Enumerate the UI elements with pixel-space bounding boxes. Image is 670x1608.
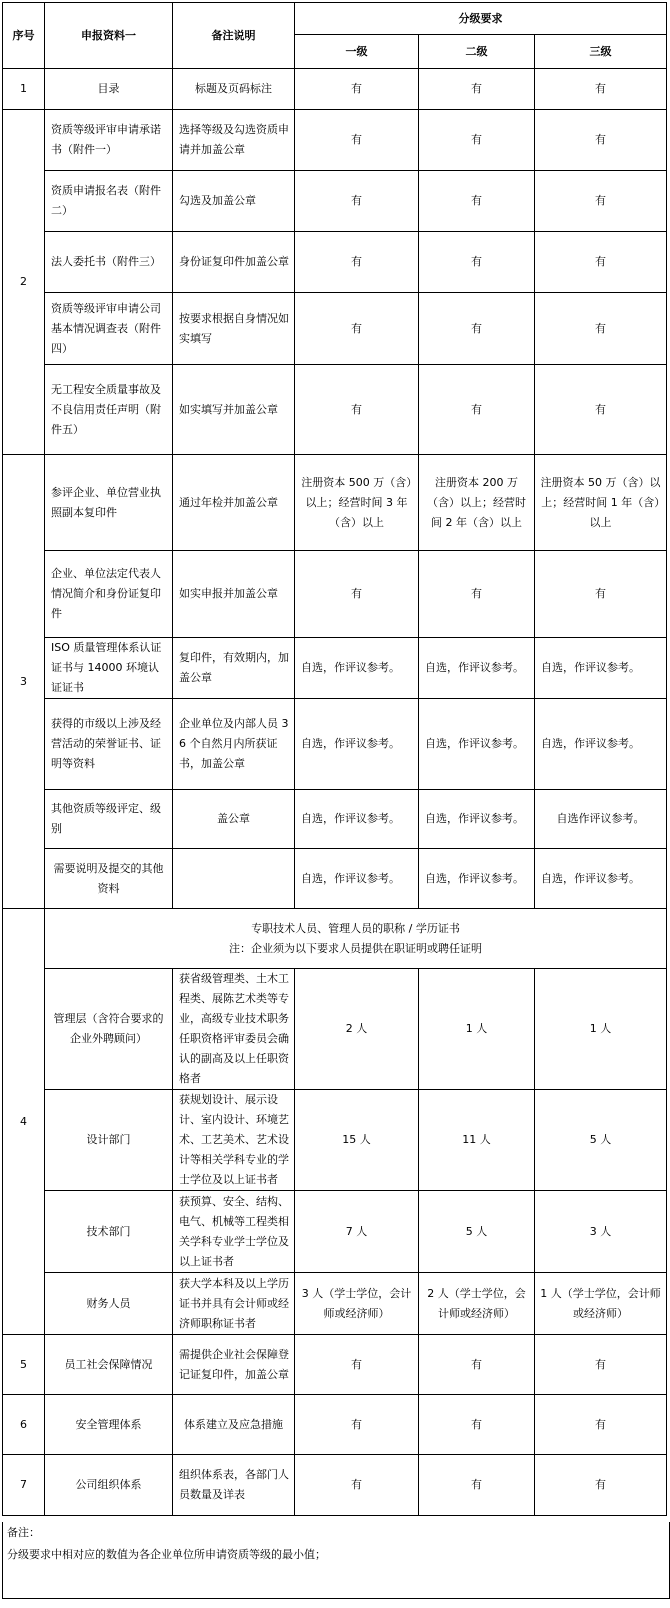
row-level2: 有 xyxy=(419,551,535,638)
row-level3: 有 xyxy=(535,293,667,365)
header-remark: 备注说明 xyxy=(173,3,295,69)
row-remark: 企业单位及内部人员 36 个自然月内所获证书，加盖公章 xyxy=(173,699,295,790)
row-material: 法人委托书（附件三） xyxy=(45,232,173,293)
row-level1: 有 xyxy=(295,110,419,171)
row-level2: 自选，作评议参考。 xyxy=(419,849,535,909)
row-level1: 自选，作评议参考。 xyxy=(295,699,419,790)
row-seq: 6 xyxy=(3,1395,45,1455)
table-row xyxy=(3,293,667,365)
row-remark: 选择等级及勾选资质申请并加盖公章 xyxy=(173,110,295,171)
row-material: 资质等级评审申请公司基本情况调查表（附件四） xyxy=(45,293,173,365)
row-material: 获得的市级以上涉及经营活动的荣誉证书、证明等资料 xyxy=(45,699,173,790)
row-material: 参评企业、单位营业执照副本复印件 xyxy=(45,455,173,551)
row-level3: 自选，作评议参考。 xyxy=(535,699,667,790)
row-level2: 有 xyxy=(419,69,535,110)
row-level3: 有 xyxy=(535,232,667,293)
header-seq: 序号 xyxy=(3,3,45,69)
row-level2: 有 xyxy=(419,1395,535,1455)
row-material: 财务人员 xyxy=(45,1273,173,1335)
row-level2: 2 人（学士学位，会计师或经济师） xyxy=(419,1273,535,1335)
row-level2: 5 人 xyxy=(419,1191,535,1273)
row-material: 技术部门 xyxy=(45,1191,173,1273)
row-material: 资质等级评审申请承诺书（附件一） xyxy=(45,110,173,171)
row-level1: 2 人 xyxy=(295,969,419,1090)
header-levels: 分级要求 xyxy=(295,3,667,35)
row-material: 员工社会保障情况 xyxy=(45,1335,173,1395)
table-row xyxy=(3,1335,667,1395)
row-material: 安全管理体系 xyxy=(45,1395,173,1455)
footnote xyxy=(2,1522,670,1599)
qualification-table xyxy=(2,2,667,1516)
row-level2: 1 人 xyxy=(419,969,535,1090)
row-remark xyxy=(173,849,295,909)
table-row xyxy=(3,69,667,110)
table-row xyxy=(3,1395,667,1455)
row-level3: 有 xyxy=(535,551,667,638)
row-level3: 有 xyxy=(535,110,667,171)
staff-requirement-title: 专职技术人员、管理人员的职称 / 学历证书 xyxy=(251,921,460,935)
table-row xyxy=(3,110,667,171)
row-level2: 11 人 xyxy=(419,1090,535,1191)
table-row xyxy=(3,455,667,551)
row-material: ISO 质量管理体系认证证书与 14000 环境认证证书 xyxy=(45,638,173,699)
table-row xyxy=(3,638,667,699)
row-level3: 3 人 xyxy=(535,1191,667,1273)
row-level1: 自选，作评议参考。 xyxy=(295,849,419,909)
row-level1: 15 人 xyxy=(295,1090,419,1191)
row-level3: 有 xyxy=(535,1395,667,1455)
row-material: 管理层（含符合要求的企业外聘顾问） xyxy=(45,969,173,1090)
row-material: 公司组织体系 xyxy=(45,1455,173,1516)
row-level1: 有 xyxy=(295,365,419,455)
row-remark: 按要求根据自身情况如实填写 xyxy=(173,293,295,365)
header-level3: 三级 xyxy=(535,35,667,69)
table-row xyxy=(3,171,667,232)
row-remark: 获规划设计、展示设计、室内设计、环境艺术、工艺美术、艺术设计等相关学科专业的学士学位及以上证书者 xyxy=(173,1090,295,1191)
row-level1: 有 xyxy=(295,1455,419,1516)
row-level3: 自选作评议参考。 xyxy=(535,790,667,849)
row-level2: 有 xyxy=(419,365,535,455)
row-material: 资质申请报名表（附件二） xyxy=(45,171,173,232)
row-remark: 获省级管理类、土木工程类、展陈艺术类等专业，高级专业技术职务任职资格评审委员会确认的副高及以上任职资格者 xyxy=(173,969,295,1090)
table-row xyxy=(3,1191,667,1273)
row-remark: 标题及页码标注 xyxy=(173,69,295,110)
row-level1: 有 xyxy=(295,171,419,232)
footnote-text: 分级要求中相对应的数值为各企业单位所申请资质等级的最小值； xyxy=(7,1548,326,1561)
table-row xyxy=(3,849,667,909)
row-level2: 注册资本 200 万（含）以上；经营时间 2 年（含）以上 xyxy=(419,455,535,551)
row-level3: 有 xyxy=(535,1455,667,1516)
table-row xyxy=(3,1273,667,1335)
row-level2: 有 xyxy=(419,1455,535,1516)
row-level1: 有 xyxy=(295,232,419,293)
header-material: 申报资料一 xyxy=(45,3,173,69)
row-level2: 有 xyxy=(419,110,535,171)
row-seq: 4 xyxy=(3,909,45,1335)
row-level1: 有 xyxy=(295,1395,419,1455)
row-seq: 2 xyxy=(3,110,45,455)
row-level1: 有 xyxy=(295,1335,419,1395)
row-remark: 获大学本科及以上学历证书并具有会计师或经济师职称证书者 xyxy=(173,1273,295,1335)
table-row xyxy=(3,232,667,293)
row-level3: 1 人（学士学位，会计师或经济师） xyxy=(535,1273,667,1335)
row-remark: 体系建立及应急措施 xyxy=(173,1395,295,1455)
row-level2: 自选，作评议参考。 xyxy=(419,790,535,849)
row-seq: 5 xyxy=(3,1335,45,1395)
table-row xyxy=(3,1455,667,1516)
table-row xyxy=(3,699,667,790)
row-level3: 有 xyxy=(535,365,667,455)
row-remark: 盖公章 xyxy=(173,790,295,849)
row-level3: 自选，作评议参考。 xyxy=(535,638,667,699)
row-level1: 自选，作评议参考。 xyxy=(295,790,419,849)
row-seq: 3 xyxy=(3,455,45,909)
row-level1: 3 人（学士学位，会计师或经济师） xyxy=(295,1273,419,1335)
row-level3: 有 xyxy=(535,1335,667,1395)
row-level2: 有 xyxy=(419,171,535,232)
row-material: 其他资质等级评定、级别 xyxy=(45,790,173,849)
row-remark: 如实填写并加盖公章 xyxy=(173,365,295,455)
row-seq: 7 xyxy=(3,1455,45,1516)
row-material: 需要说明及提交的其他资料 xyxy=(45,849,173,909)
row-level3: 5 人 xyxy=(535,1090,667,1191)
row-level1: 注册资本 500 万（含）以上；经营时间 3 年（含）以上 xyxy=(295,455,419,551)
row-remark: 如实申报并加盖公章 xyxy=(173,551,295,638)
row-level1: 有 xyxy=(295,69,419,110)
row-remark: 勾选及加盖公章 xyxy=(173,171,295,232)
table-row xyxy=(3,969,667,1090)
row-material: 设计部门 xyxy=(45,1090,173,1191)
row-level3: 1 人 xyxy=(535,969,667,1090)
row-level2: 自选，作评议参考。 xyxy=(419,638,535,699)
row-level1: 有 xyxy=(295,551,419,638)
row-level3: 自选，作评议参考。 xyxy=(535,849,667,909)
row-material: 目录 xyxy=(45,69,173,110)
row-remark: 组织体系表，各部门人员数量及详表 xyxy=(173,1455,295,1516)
table-row xyxy=(3,551,667,638)
row-level2: 有 xyxy=(419,1335,535,1395)
table-row xyxy=(3,909,667,969)
row-level2: 自选，作评议参考。 xyxy=(419,699,535,790)
staff-requirement-subtitle: 注：企业须为以下要求人员提供在职证明或聘任证明 xyxy=(229,941,483,955)
row-remark: 获预算、安全、结构、电气、机械等工程类相关学科专业学士学位及以上证书者 xyxy=(173,1191,295,1273)
row-level2: 有 xyxy=(419,232,535,293)
row-level1: 有 xyxy=(295,293,419,365)
header-level2: 二级 xyxy=(419,35,535,69)
staff-requirement-heading xyxy=(45,909,667,969)
table-row xyxy=(3,1090,667,1191)
row-remark: 复印件，有效期内，加盖公章 xyxy=(173,638,295,699)
row-level3: 有 xyxy=(535,171,667,232)
header-level1: 一级 xyxy=(295,35,419,69)
row-seq: 1 xyxy=(3,69,45,110)
row-level2: 有 xyxy=(419,293,535,365)
row-level3: 有 xyxy=(535,69,667,110)
row-remark: 需提供企业社会保障登记证复印件，加盖公章 xyxy=(173,1335,295,1395)
row-level3: 注册资本 50 万（含）以上；经营时间 1 年（含）以上 xyxy=(535,455,667,551)
row-material: 企业、单位法定代表人情况简介和身份证复印件 xyxy=(45,551,173,638)
row-level1: 7 人 xyxy=(295,1191,419,1273)
row-material: 无工程安全质量事故及不良信用责任声明（附件五） xyxy=(45,365,173,455)
footnote-label: 备注： xyxy=(7,1526,40,1539)
row-remark: 通过年检并加盖公章 xyxy=(173,455,295,551)
row-level1: 自选，作评议参考。 xyxy=(295,638,419,699)
table-row xyxy=(3,365,667,455)
table-row xyxy=(3,790,667,849)
row-remark: 身份证复印件加盖公章 xyxy=(173,232,295,293)
